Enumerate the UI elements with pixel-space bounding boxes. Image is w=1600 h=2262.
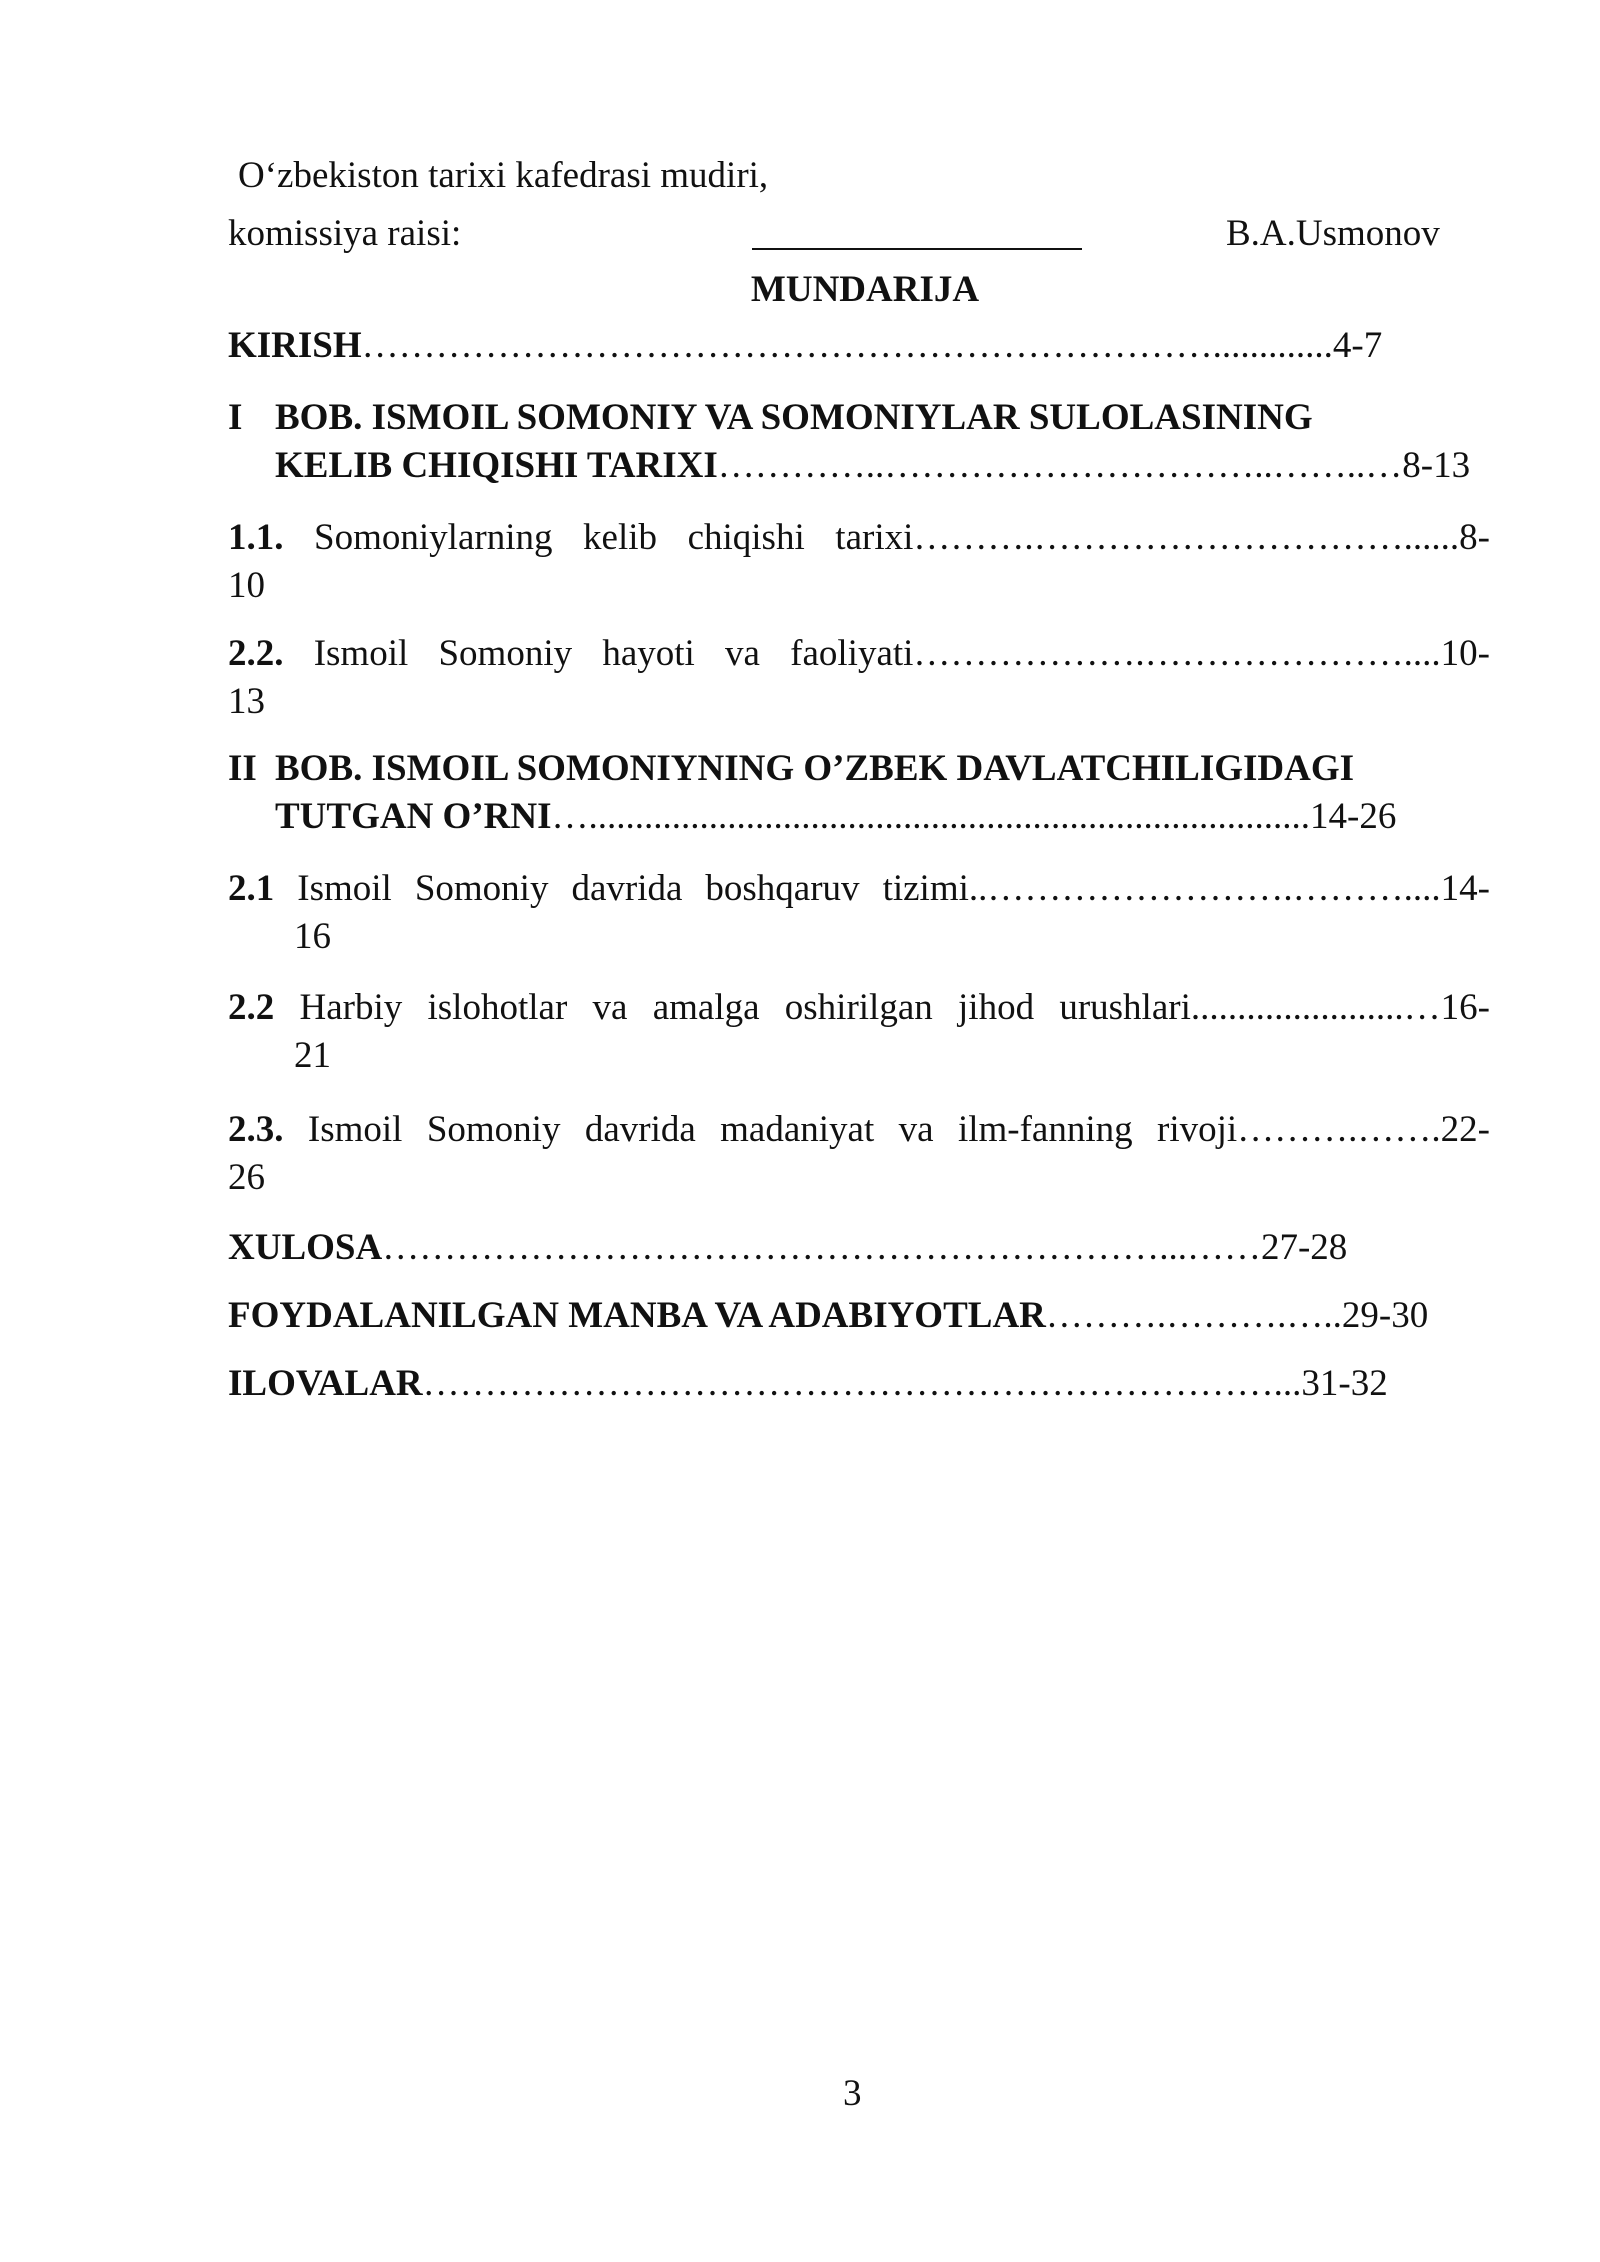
page-number: 3 — [843, 2073, 862, 2114]
toc-word: boshqaruv — [705, 868, 860, 909]
toc-word: madaniyat — [720, 1109, 875, 1150]
toc-word: faoliyati……………….…………………....10- — [790, 633, 1490, 674]
toc-entry-label: ILOVALAR — [228, 1363, 423, 1404]
toc-word: kelib — [583, 517, 658, 558]
toc-chapter-number: II — [228, 748, 257, 789]
toc-chapter-title-line2: TUTGAN O’RNI — [275, 796, 552, 837]
commission-label: komissiya raisi: — [228, 213, 462, 254]
toc-page-range: 4-7 — [1332, 325, 1383, 366]
toc-word: chiqishi — [687, 517, 805, 558]
toc-word: jihod — [958, 987, 1035, 1028]
toc-word: davrida — [584, 1109, 696, 1150]
toc-entry-2-3 — [228, 1106, 1490, 1154]
toc-word: Harbiy — [299, 987, 403, 1028]
toc-page-continuation: 13 — [228, 681, 265, 722]
toc-leader: ………………………………………………………...…… — [382, 1227, 1261, 1268]
toc-page-continuation: 26 — [228, 1157, 265, 1198]
toc-word: hayoti — [602, 633, 695, 674]
toc-chapter-number: I — [228, 397, 243, 438]
toc-page-range: 31-32 — [1301, 1363, 1388, 1404]
toc-word: islohotlar — [427, 987, 568, 1028]
toc-word: davrida — [571, 868, 683, 909]
toc-entry-xulosa — [228, 1224, 1347, 1272]
toc-word: Somoniy — [414, 868, 549, 909]
toc-word: va — [592, 987, 628, 1028]
toc-leader: …………..…………………………..……..… — [717, 445, 1403, 486]
toc-entry-ilovalar — [228, 1360, 1388, 1408]
toc-page-range: 8-13 — [1402, 445, 1471, 486]
toc-word: urushlari.......................…16- — [1059, 987, 1490, 1028]
toc-word: tizimi..…………………….………....14- — [882, 868, 1490, 909]
toc-word: rivoji……….…….22- — [1157, 1109, 1490, 1150]
toc-entry-kirish — [228, 322, 1382, 370]
dept-head-text: O‘zbekiston tarixi kafedrasi mudiri, — [238, 155, 769, 196]
toc-entry-2-2 — [228, 630, 1490, 678]
toc-title: MUNDARIJA — [750, 269, 980, 310]
toc-word: Ismoil — [313, 633, 409, 674]
toc-page-range: 14-26 — [1310, 796, 1397, 837]
toc-leader: ……………………………………………………………... — [422, 1363, 1302, 1404]
toc-word: va — [725, 633, 760, 674]
toc-page-continuation: 16 — [294, 916, 331, 957]
signature-name: B.A.Usmonov — [1226, 213, 1440, 254]
toc-chapter-title-line1: BOB. ISMOIL SOMONIY VA SOMONIYLAR SULOLASINING — [275, 397, 1313, 438]
toc-word: Ismoil — [297, 868, 392, 909]
toc-word: Ismoil — [307, 1109, 403, 1150]
toc-entry-label: XULOSA — [228, 1227, 383, 1268]
toc-section-number: 2.2 — [228, 987, 275, 1028]
toc-entry-2-2-harbiy — [228, 984, 1490, 1032]
toc-entry-1-1 — [228, 514, 1490, 562]
toc-section-number: 2.2. — [228, 633, 284, 674]
toc-page-continuation: 21 — [294, 1035, 331, 1076]
toc-word: Somoniy — [438, 633, 573, 674]
toc-word: Somoniylarning — [314, 517, 553, 558]
toc-page-range: 27-28 — [1260, 1227, 1348, 1268]
toc-leader: ……………………………………………………………............. — [361, 325, 1333, 366]
toc-section-number: 2.1 — [228, 868, 275, 909]
toc-entry-bob2 — [275, 793, 1396, 841]
toc-word: ilm-fanning — [957, 1109, 1133, 1150]
toc-page-range: 29-30 — [1341, 1295, 1429, 1336]
toc-leader: ….............................................................................. — [551, 796, 1310, 837]
toc-word: amalga — [652, 987, 760, 1028]
toc-word: oshirilgan — [784, 987, 933, 1028]
signature-line — [752, 248, 1082, 250]
toc-section-number: 1.1. — [228, 517, 284, 558]
toc-chapter-title-line1: BOB. ISMOIL SOMONIYNING O’ZBEK DAVLATCHILIGIDAGI — [275, 748, 1355, 789]
toc-word: Somoniy — [426, 1109, 561, 1150]
toc-entry-foydalanilgan — [228, 1292, 1428, 1340]
toc-leader: ……….……….….. — [1045, 1295, 1342, 1336]
toc-entry-2-1 — [228, 865, 1490, 913]
toc-entry-label: FOYDALANILGAN MANBA VA ADABIYOTLAR — [228, 1295, 1046, 1336]
toc-page-continuation: 10 — [228, 565, 265, 606]
toc-section-number: 2.3. — [228, 1109, 284, 1150]
toc-entry-bob1 — [275, 442, 1470, 490]
toc-chapter-title-line2: KELIB CHIQISHI TARIXI — [275, 445, 718, 486]
toc-word: va — [898, 1109, 934, 1150]
toc-word: tarixi……….…………………………......8- — [835, 517, 1490, 558]
toc-entry-label: KIRISH — [228, 325, 362, 366]
